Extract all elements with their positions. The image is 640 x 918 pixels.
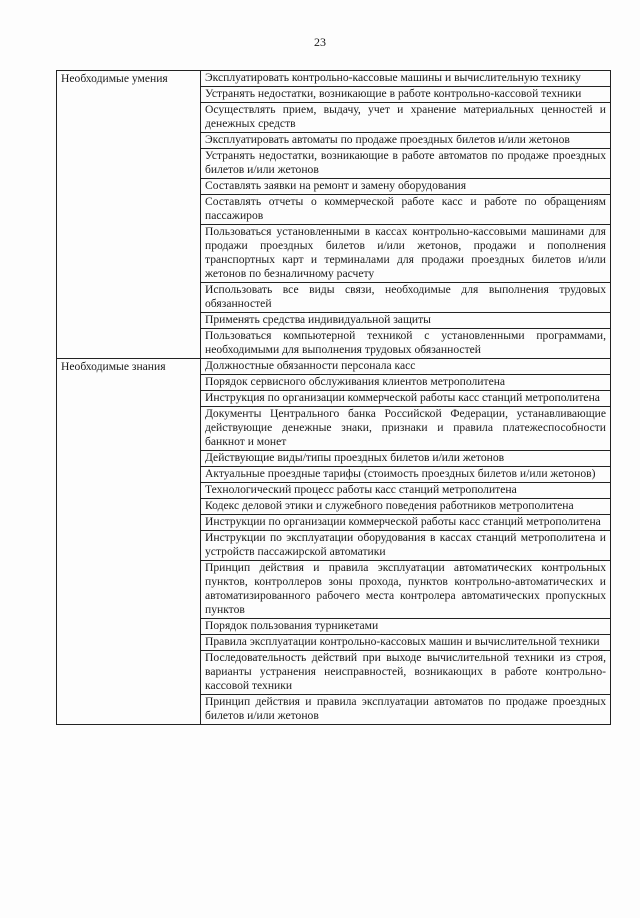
- requirement-item-cell: Правила эксплуатации контрольно-кассовых машин и вычислительной техники: [201, 635, 611, 651]
- page-number: 23: [314, 35, 326, 49]
- requirement-item-cell: Инструкции по эксплуатации оборудования в кассах станций метрополитена и устройств пассажирской автоматики: [201, 531, 611, 561]
- requirement-item-cell: Принцип действия и правила эксплуатации автоматов по продаже проездных билетов и/или жетонов: [201, 695, 611, 725]
- requirement-item-cell: Применять средства индивидуальной защиты: [201, 313, 611, 329]
- table-row: [57, 71, 611, 87]
- requirement-item-cell: Кодекс деловой этики и служебного поведения работников метрополитена: [201, 499, 611, 515]
- requirement-item-cell: Порядок пользования турникетами: [201, 619, 611, 635]
- requirement-item-cell: Составлять отчеты о коммерческой работе касс и работе по обращениям пассажиров: [201, 195, 611, 225]
- requirement-item-cell: Эксплуатировать автоматы по продаже проездных билетов и/или жетонов: [201, 133, 611, 149]
- requirement-item-cell: Инструкция по организации коммерческой работы касс станций метрополитена: [201, 391, 611, 407]
- requirement-item-cell: Составлять заявки на ремонт и замену оборудования: [201, 179, 611, 195]
- requirement-item-cell: Актуальные проездные тарифы (стоимость проездных билетов и/или жетонов): [201, 467, 611, 483]
- requirement-item-cell: Порядок сервисного обслуживания клиентов метрополитена: [201, 375, 611, 391]
- requirement-item-cell: Последовательность действий при выходе вычислительной техники из строя, варианты устранения неисправностей, возникающих в работе контрольно-кассовой техники: [201, 651, 611, 695]
- table-row: [57, 359, 611, 375]
- requirement-item-cell: Устранять недостатки, возникающие в работе автоматов по продаже проездных билетов и/или жетонов: [201, 149, 611, 179]
- requirement-item-cell: Инструкции по организации коммерческой работы касс станций метрополитена: [201, 515, 611, 531]
- requirement-item-cell: Должностные обязанности персонала касс: [201, 359, 611, 375]
- requirement-item-cell: Устранять недостатки, возникающие в работе контрольно-кассовой техники: [201, 87, 611, 103]
- section-title-cell: Необходимые знания: [57, 359, 201, 725]
- requirement-item-cell: Осуществлять прием, выдачу, учет и хранение материальных ценностей и денежных средств: [201, 103, 611, 133]
- requirements-table-body: [57, 71, 611, 725]
- section-title-cell: Необходимые умения: [57, 71, 201, 359]
- requirement-item-cell: Пользоваться компьютерной техникой с установленными программами, необходимыми для выполнения трудовых обязанностей: [201, 329, 611, 359]
- requirement-item-cell: Пользоваться установленными в кассах контрольно-кассовыми машинами для продажи проездных билетов и/или жетонов, продажи и пополнения транспортных карт и терминалами для продажи проездных билетов и/или жетонов по безналичному расчету: [201, 225, 611, 283]
- requirement-item-cell: Использовать все виды связи, необходимые для выполнения трудовых обязанностей: [201, 283, 611, 313]
- requirement-item-cell: Действующие виды/типы проездных билетов и/или жетонов: [201, 451, 611, 467]
- requirement-item-cell: Принцип действия и правила эксплуатации автоматических контрольных пунктов, контроллеров зоны прохода, пунктов контрольно-автоматических и автоматизированного рабочего места контролера автоматических пропускных пунктов: [201, 561, 611, 619]
- requirement-item-cell: Документы Центрального банка Российской Федерации, устанавливающие действующие денежные знаки, признаки и правила платежеспособности банкнот и монет: [201, 407, 611, 451]
- requirement-item-cell: Эксплуатировать контрольно-кассовые машины и вычислительную технику: [201, 71, 611, 87]
- requirement-item-cell: Технологический процесс работы касс станций метрополитена: [201, 483, 611, 499]
- requirements-table: [56, 70, 611, 725]
